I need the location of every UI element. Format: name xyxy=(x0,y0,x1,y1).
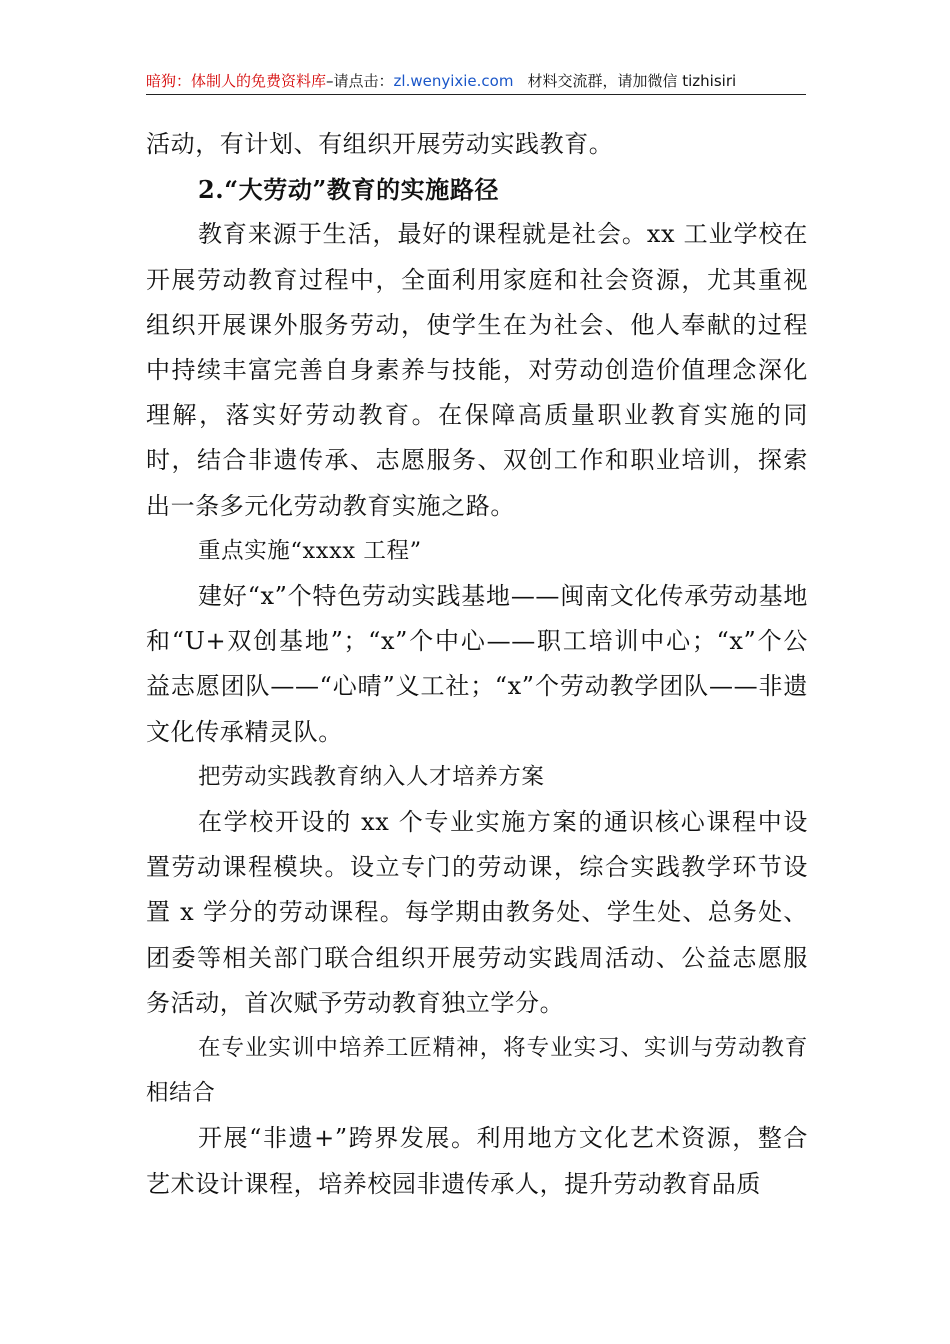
subheading-training-plan: 把劳动实践教育纳入人才培养方案 xyxy=(198,763,545,790)
paragraph-bases: 建好“x”个特色劳动实践基地——闽南文化传承劳动基地和“U+双创基地”；“x”个中心——职工培训中心；“x”个公益志愿团队——“心晴”义工社；“x”个劳动教学团队——非遗文化传承精灵队。 xyxy=(146,582,808,746)
subheading-craftsmanship: 在专业实训中培养工匠精神，将专业实习、实训与劳动教育相结合 xyxy=(146,1035,808,1107)
section-heading: 2.“大劳动”教育的实施路径 xyxy=(198,175,500,205)
header-brand: 暗狗：体制人的免费资料库 xyxy=(146,72,327,90)
paragraph-curriculum: 在学校开设的 xx 个专业实施方案的通识核心课程中设置劳动课程模块。设立专门的劳动课，综合实践教学环节设置 x 学分的劳动课程。每学期由教务处、学生处、总务处、团委等相关部门联合组织开展劳动实践周活动、公益志愿服务活动，首次赋予劳动教育独立学分。 xyxy=(146,808,808,1017)
header-url-link[interactable]: zl.wenyixie.com xyxy=(393,72,514,90)
subheading-project: 重点实施“xxxx 工程” xyxy=(198,537,422,564)
page-header xyxy=(146,68,806,95)
paragraph-heritage: 开展“非遗+”跨界发展。利用地方文化艺术资源，整合艺术设计课程，培养校园非遗传承人，提升劳动教育品质 xyxy=(146,1124,808,1198)
header-prompt: –请点击： xyxy=(326,72,394,90)
header-contact: 材料交流群，请加微信 tizhisiri xyxy=(527,72,737,90)
document-body xyxy=(146,122,808,1207)
paragraph-continuation: 活动，有计划、有组织开展劳动实践教育。 xyxy=(146,130,614,158)
paragraph-intro: 教育来源于生活，最好的课程就是社会。xx 工业学校在开展劳动教育过程中，全面利用家庭和社会资源，尤其重视组织开展课外服务劳动，使学生在为社会、他人奉献的过程中持续丰富完善自身素养与技能，对劳动创造价值理念深化理解，落实好劳动教育。在保障高质量职业教育实施的同时，结合非遗传承、志愿服务、双创工作和职业培训，探索出一条多元化劳动教育实施之路。 xyxy=(146,220,808,520)
